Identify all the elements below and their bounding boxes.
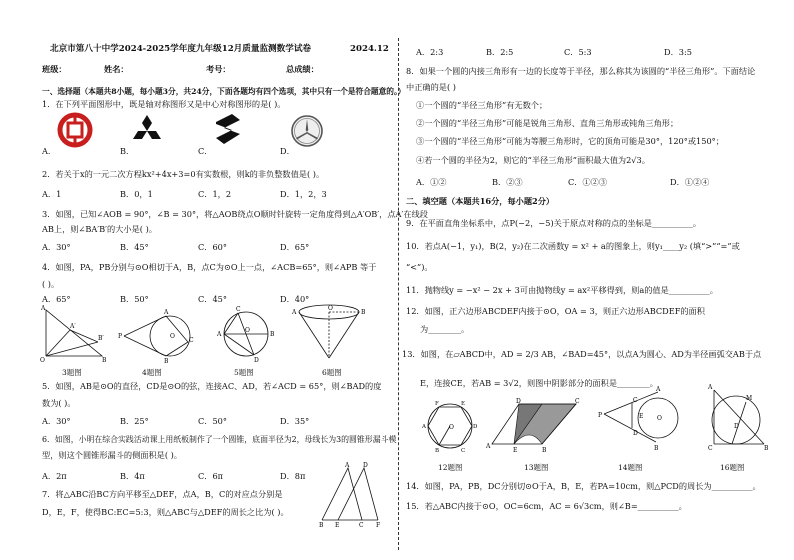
q8-item-4: ④若一个圆的半径为2，则它的“半径三角形”面积最大值为2√3。: [416, 155, 650, 165]
svg-text:O: O: [449, 424, 454, 431]
svg-text:A: A: [422, 424, 426, 430]
exam-date: 2024.12: [350, 44, 389, 54]
q4-option-d: D．40°: [280, 294, 310, 304]
q2-option-a: A．1: [42, 189, 62, 199]
svg-text:D: D: [516, 398, 521, 405]
q10-stem-line2: “<”)。: [406, 262, 433, 272]
q5-option-d: D．35°: [280, 416, 310, 426]
svg-text:A: A: [164, 309, 169, 316]
q4-option-a: A．65°: [42, 294, 71, 304]
exam-title: 北京市第八十中学2024-2025学年度九年级12月质量监测数学试卷: [50, 44, 312, 54]
field-id: 考号：: [206, 64, 231, 74]
q5-option-b: B．25°: [120, 416, 149, 426]
svg-text:E: E: [461, 401, 466, 407]
svg-text:C: C: [189, 337, 194, 344]
caption-q13: 13题图: [524, 463, 549, 472]
q3-stem-line2: AB上，则∠BA′B′的大小是( )。: [42, 224, 157, 234]
svg-text:C: C: [575, 398, 580, 405]
q6-option-c: C．6π: [198, 471, 224, 481]
svg-text:O: O: [170, 333, 175, 340]
svg-text:C: C: [236, 306, 241, 313]
svg-text:O: O: [245, 327, 250, 334]
section1-heading: 一、选择题（本题共8小题，每小题3分，共24分，下面各题均有四个选项，其中只有一个是符合题意的。）: [42, 87, 406, 96]
q3-option-b: B．45°: [120, 242, 149, 252]
q4-option-b: B．50°: [120, 294, 149, 304]
svg-text:B′: B′: [98, 335, 104, 342]
q5-stem-line2: 数为( )。: [42, 398, 76, 408]
figure-q16: [708, 380, 772, 454]
q8-option-b: B．②③: [492, 177, 523, 187]
caption-q6: 6题图: [322, 368, 342, 377]
q9-stem: 9．在平面直角坐标系中，点P(−2，−5)关于原点对称的点的坐标是__________。: [406, 218, 702, 228]
mercedes-logo-icon: [290, 114, 324, 148]
q7-option-b: B．2:5: [486, 47, 514, 57]
svg-text:A: A: [41, 305, 46, 312]
figure-q6: [292, 302, 366, 364]
figure-q12: [422, 398, 478, 454]
q2-stem: 2．若关于x的一元二次方程kx²+4x+3=0有实数根，则k的非负整数值是( )。: [42, 169, 325, 179]
svg-text:O: O: [40, 357, 45, 364]
svg-text:B: B: [654, 445, 659, 452]
q4-stem-line1: 4．如图，PA，PB分别与⊙O相切于A，B，点C为⊙O上一点，∠ACB=65°，则∠APB 等于: [42, 262, 377, 272]
q10-stem-line1: 10．若点A(−1，y₁)，B(2，y₂)在二次函数y = x² + a的图象上，则y₁____y₂ (填“>”“=”或: [406, 241, 740, 251]
svg-text:D: D: [363, 462, 368, 469]
caption-q3: 3题图: [62, 368, 82, 377]
field-score: 总成绩：: [286, 64, 319, 74]
svg-text:B: B: [319, 522, 324, 529]
svg-text:D: D: [734, 423, 739, 430]
q8-item-1: ①一个圆的“半径三角形”有无数个；: [416, 100, 548, 110]
q15-stem: 15．若△ABC内接于⊙O，OC=6cm，AC = 6√3cm，则∠B=__________。: [406, 501, 687, 511]
q8-stem-line1: 8．如果一个圆的内接三角形有一边的长度等于半径，那么称其为该圆的“半径三角形”。下面结论: [406, 66, 756, 76]
svg-text:C: C: [461, 448, 466, 454]
q14-stem: 14．如图，PA，PB，DC分别切⊙O于A，B，E，若PA=10cm，则△PCD的周长为__________。: [406, 481, 761, 491]
svg-text:E: E: [513, 447, 518, 454]
q8-stem-line2: 中正确的是( ): [406, 82, 456, 92]
svg-text:C: C: [359, 522, 364, 529]
q2-option-b: B．0，1: [120, 189, 153, 199]
caption-q14: 14题图: [618, 463, 643, 472]
section2-heading: 二、填空题（本题共16分，每小题2分）: [406, 196, 555, 206]
svg-text:A: A: [656, 386, 661, 393]
q8-item-2: ②一个圆的“半径三角形”可能是锐角三角形、直角三角形或钝角三角形；: [416, 118, 679, 128]
q1-option-c: C．: [198, 146, 213, 156]
q4-option-c: C．45°: [198, 294, 227, 304]
q6-option-a: A．2π: [42, 471, 67, 481]
q12-stem-line1: 12．如图，正六边形ABCDEF内接于⊙O，OA = 3，则正六边形ABCDEF的面积: [406, 306, 705, 316]
q7-option-a: A．2:3: [416, 47, 444, 57]
q4-stem-line2: ( )。: [42, 279, 60, 289]
q7-option-d: D．3:5: [664, 47, 692, 57]
column-divider: [398, 38, 399, 550]
svg-text:A: A: [292, 309, 297, 316]
q8-item-3: ③一个圆的“半径三角形”可能为等腰三角形时，它的顶角可能是30°，120°或150°；: [416, 136, 724, 146]
svg-text:B: B: [542, 447, 547, 454]
svg-text:P: P: [118, 333, 123, 340]
q6-stem-line1: 6．如图，小明在综合实践活动课上用纸板制作了一个圆锥，底面半径为2，母线长为3的圆锥形漏斗模: [42, 435, 397, 444]
svg-text:A: A: [217, 331, 222, 338]
svg-text:A: A: [486, 443, 491, 450]
q2-option-c: C．1，2: [198, 189, 232, 199]
q1-stem: 1．在下列平面图形中，既是轴对称图形又是中心对称图形的是( )。: [42, 99, 286, 109]
q3-option-c: C．60°: [198, 242, 227, 252]
q6-option-b: B．4π: [120, 471, 145, 481]
q13-stem-line1: 13．如图，在▱ABCD中，AD = 2/3 AB，∠BAD=45°，以点A为圆心、AD为半径画弧交AB于点: [402, 349, 762, 359]
svg-text:O: O: [657, 415, 662, 422]
svg-text:D: D: [473, 424, 478, 430]
q3-stem-line1: 3．如图，已知∠AOB = 90°，∠B = 30°，将△AOB绕点O顺时针旋转一定角度得到△A′OB′，点A′在线段: [42, 209, 428, 219]
q8-option-d: D．①②④: [670, 177, 710, 187]
q7-option-c: C．5:3: [564, 47, 592, 57]
figure-q13: [486, 398, 586, 454]
q5-stem-line1: 5．如图，AB是⊙O的直径，CD是⊙O的弦，连接AC、AD，若∠ACD = 65°，则∠BAD的度: [42, 381, 382, 391]
q2-option-d: D．1，2，3: [280, 189, 327, 199]
mitsubishi-logo-icon: [130, 114, 164, 146]
right-column: [402, 0, 784, 560]
svg-text:A: A: [708, 384, 713, 391]
figure-q5: [214, 304, 278, 364]
q3-option-a: A．30°: [42, 242, 71, 252]
q6-stem-line2: 型，则这个圆锥形漏斗的侧面积是( )。: [42, 450, 182, 460]
q12-stem-line2: 为________。: [420, 324, 470, 334]
svg-text:D: D: [254, 357, 259, 364]
svg-text:A′: A′: [70, 323, 76, 330]
svg-text:B: B: [102, 357, 107, 364]
field-class: 班级：: [42, 64, 67, 74]
q13-stem-line2: E，连接CE，若AB = 3√2，则图中阴影部分的面积是________。: [420, 378, 658, 388]
q1-option-d: D．: [280, 146, 295, 156]
q8-option-a: A．①②: [416, 177, 447, 187]
figure-q14: [598, 386, 690, 454]
svg-text:A: A: [345, 462, 350, 469]
q3-option-d: D．65°: [280, 242, 310, 252]
svg-text:D: D: [633, 430, 638, 437]
svg-text:M: M: [746, 395, 753, 402]
q5-option-c: C．50°: [198, 416, 227, 426]
q8-option-c: C．①②③: [568, 177, 608, 187]
svg-text:P: P: [598, 412, 603, 419]
svg-text:B: B: [164, 358, 169, 365]
figure-q7: [318, 462, 390, 528]
q11-stem: 11．抛物线y = −x² − 2x + 3可由抛物线y = ax²平移得到，则a的值是__________。: [406, 285, 718, 295]
caption-q12: 12题图: [438, 463, 463, 472]
suzuki-logo-icon: [210, 112, 246, 146]
left-column: [38, 0, 428, 560]
svg-text:C: C: [708, 445, 713, 452]
q6-option-d: D．8π: [280, 471, 306, 481]
svg-text:C: C: [633, 397, 638, 404]
svg-text:E: E: [639, 413, 644, 420]
caption-q4: 4题图: [142, 368, 162, 377]
q7-stem-line2: D，E，F，使得BC:EC=5:3，则△ABC与△DEF的周长之比为( )。: [42, 507, 289, 517]
svg-text:O: O: [328, 305, 333, 312]
bank-logo-icon: [58, 113, 92, 147]
svg-text:B: B: [270, 331, 275, 338]
q7-stem-line1: 7．将△ABC沿BC方向平移至△DEF，点A，B，C的对应点分别是: [42, 489, 283, 499]
figure-q3: [40, 306, 110, 364]
svg-text:B: B: [764, 445, 769, 452]
q5-option-a: A．30°: [42, 416, 71, 426]
q1-option-a: A．: [42, 146, 57, 156]
svg-text:B: B: [435, 448, 440, 454]
field-name: 姓名：: [104, 64, 129, 74]
q1-option-b: B．: [120, 146, 135, 156]
svg-text:B: B: [361, 309, 366, 316]
caption-q5: 5题图: [234, 368, 254, 377]
caption-q16: 16题图: [720, 463, 745, 472]
svg-text:F: F: [376, 522, 381, 529]
svg-text:F: F: [435, 401, 439, 407]
svg-text:E: E: [335, 522, 340, 529]
figure-q4: [118, 304, 198, 364]
